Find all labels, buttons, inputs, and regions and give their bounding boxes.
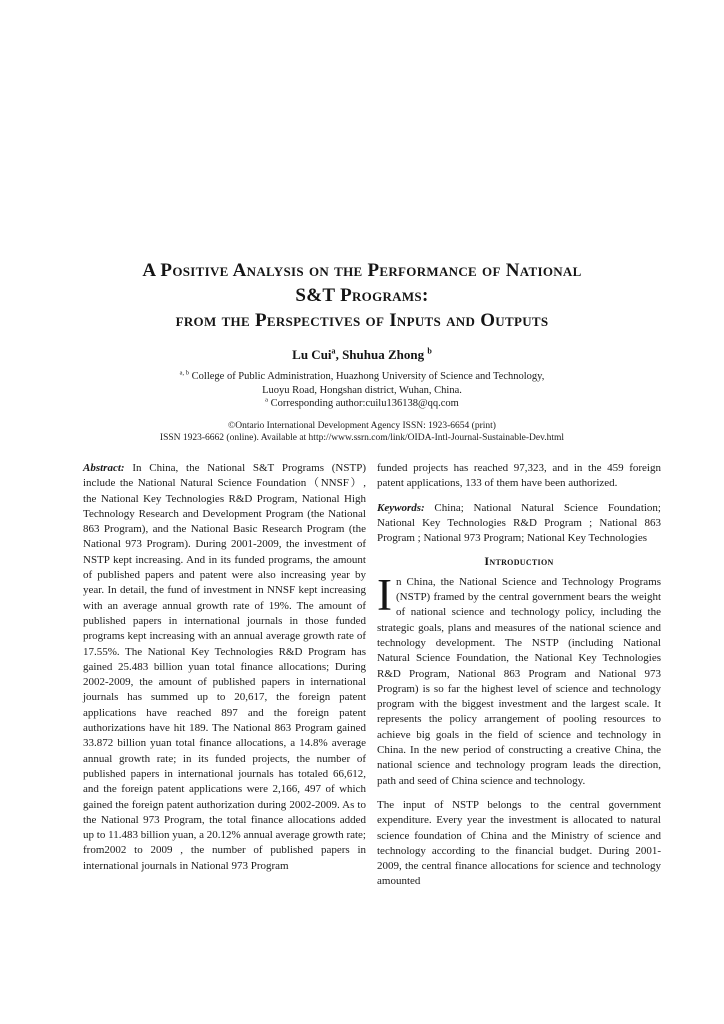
author-separator: , — [335, 347, 343, 362]
author-2-name: Shuhua Zhong — [342, 347, 425, 362]
affiliation-block — [62, 370, 662, 411]
paper-title-line3: from the Perspectives of Inputs and Outputs — [175, 310, 549, 331]
intro-paragraph-2: The input of NSTP belongs to the central government expenditure. Every year the investment is allocated to natural science foundation of China and the Ministry of science and technology according to the financial budget. During 2001-2009, the central finance allocations for science and technology amounted — [377, 798, 661, 888]
publisher-block — [62, 420, 662, 444]
abstract-paragraph — [83, 461, 366, 874]
affiliation-superscript: a, b — [179, 369, 190, 377]
affiliation-line1: $^{a, b}$ College of Public Administration, Huazhong University of Science and Technology, — [179, 369, 545, 382]
paper-title-line2: S&T Programs: — [295, 285, 429, 306]
author-1-superscript: a — [331, 346, 336, 356]
publisher-line2: ISSN 1923-6662 (online). Available at http://www.ssrn.com/link/OIDA-Intl-Journal-Sustainable-Dev.html — [159, 433, 565, 443]
abstract-col1-text: In China, the National S&T Programs (NSTP) include the National Natural Science Foundation（NNSF）, the National Key Technologies R&D Program, National High Technology Research and Development Program (the National 863 Program), and the National Basic Research Program (the National 973 Program). During 2001-2009, the investment of NSTP kept increasing. And in its funded programs, the amount of published papers and patent were also increasing year by year. In detail, the fund of investment in NNSF kept increasing with an average annual growth rate of 19%. The amount of published papers in international journals in those funded programs kept increasing with an annual average growth rate of 17.55%. The National Key Technologies R&D Program has gained 25.483 billion yuan total finance allocations; During 2002-2009, the amount of published papers in international journals has summed up to 20,617, the foreign patent applications have reached 897 and the foreign patent authorizations have hit 189. The National 863 Program gained 33.872 billion yuan total finance allocations, a 14.8% average annual growth rate; in its funded projects, the number of published papers in international journals has totaled 66,612, and the foreign patent applications were 2,166, 497 of which gained the foreign patent authorization during 2002-2009. As to the National 973 Program, the total finance allocations added up to 11.483 billion yuan, a 20.12% annual average growth rate; from2002 to 2009 , the number of published papers in international journals in National 973 Program — [83, 462, 366, 872]
keywords-label: Keywords: — [377, 501, 425, 514]
publisher-line1: ©Ontario International Development Agency ISSN: 1923-6654 (print) — [228, 421, 496, 431]
corresponding-author-line: $^a$ Corresponding author:cuilu136138@qq.com — [265, 396, 459, 409]
introduction-heading: Introduction — [484, 554, 554, 569]
paper-title — [44, 258, 680, 333]
intro-paragraph-1-text: n China, the National Science and Technology Programs (NSTP) framed by the central government bears the weight of national science and technology policy, including the strategic goals, plans and measures of the national science and technology development. The NSTP (including National Natural Science Foundation, the National Key Technologies R&D Program, National 863 Program and National 973 Program) is so far the highest level of science and technology program with the biggest investment and the largest scale. It represents the policy arrangement of pooling resources to achieve big goals in the field of science and technology in China. In the new period of constructing a creative China, the national science and technology program leads the direction, path and seed of China science and technology. — [377, 575, 661, 787]
corresponding-superscript: a — [265, 396, 269, 404]
column-right — [377, 461, 661, 890]
keywords-paragraph — [377, 501, 661, 547]
author-2-superscript: b — [427, 346, 432, 356]
intro-paragraph-1 — [377, 569, 661, 789]
author-1-name: Lu Cui — [292, 347, 332, 362]
authors-line — [62, 347, 662, 363]
abstract-continued: funded projects has reached 97,323, and in the 459 foreign patent applications, 133 of them have been authorized. — [377, 462, 661, 490]
keywords-text: China; National Natural Science Foundation; National Key Technologies R&D Program ; National 863 Program ; National 973 Program; National Key Technologies — [377, 501, 661, 545]
abstract-label: Abstract: — [83, 462, 125, 474]
affiliation-line2: Luoyu Road, Hongshan district, Wuhan, China. — [262, 384, 462, 396]
column-left — [83, 461, 366, 874]
paper-title-line1: A Positive Analysis on the Performance of National — [142, 260, 582, 281]
intro-dropcap: I — [377, 569, 392, 620]
